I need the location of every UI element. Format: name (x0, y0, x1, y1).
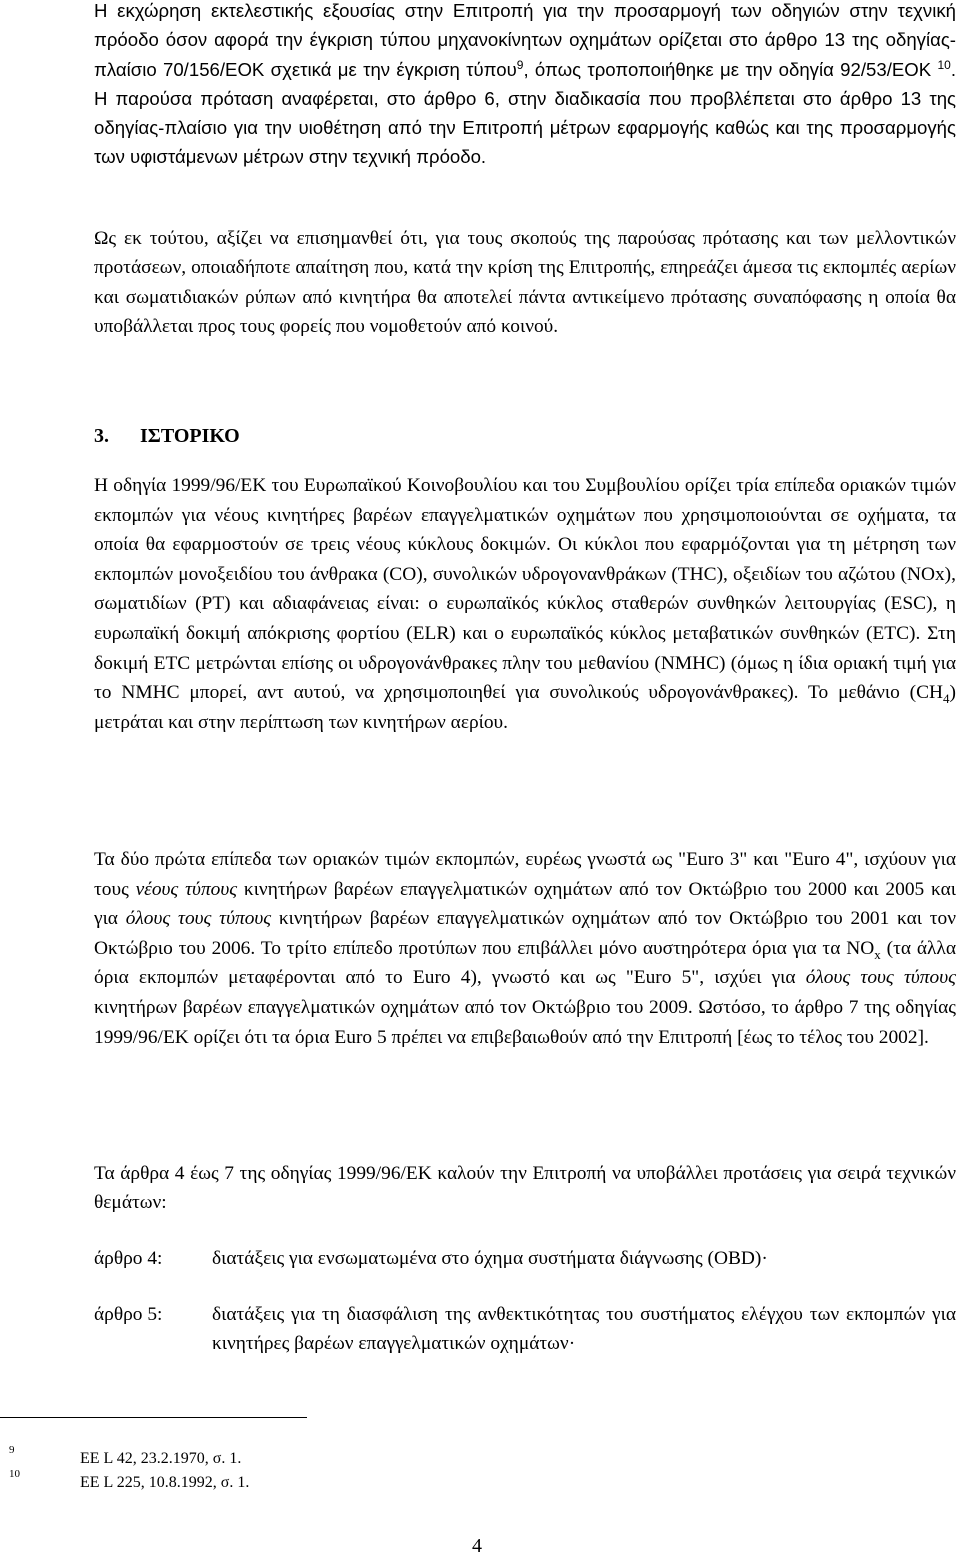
paragraph-text: κινητήρων βαρέων επαγγελματικών οχημάτων από τον Οκτώβριο του 2001 και τον Οκτώβριο του 2006. Το τρίτο επίπεδο προτύπων που επιβάλλει μόνο αυστηρότερα όρια για τα NO (94, 908, 956, 959)
footnote-divider (0, 1417, 307, 1418)
section-title: ΙΣΤΟΡΙΚΟ (140, 425, 240, 447)
section-heading: 3. ΙΣΤΟΡΙΚΟ (94, 421, 194, 451)
italic-emphasis: όλους τους τύπους (125, 908, 272, 930)
article-text: διατάξεις για ενσωματωμένα στο όχημα συστήματα διάγνωσης (OBD)· (212, 1248, 768, 1269)
paragraph-delegation (94, 0, 956, 172)
paragraph-text: κινητήρων βαρέων επαγγελματικών οχημάτων από τον Οκτώβριο του 2000 και 2005 και για (94, 878, 956, 930)
footnote-text: ΕΕ L 225, 10.8.1992, σ. 1. (80, 1474, 250, 1491)
paragraph-text: Τα δύο πρώτα επίπεδα των οριακών τιμών εκπομπών, ευρέως γνωστά ως "Euro 3" και "Euro 4", ισχύουν για τους (94, 849, 956, 900)
article-text: διατάξεις για τη διασφάλιση της ανθεκτικότητας του συστήματος ελέγχου των εκπομπών για κινητήρες βαρέων επαγγελματικών οχημάτων· (212, 1304, 956, 1355)
paragraph-text: , όπως τροποποιήθηκε με την οδηγία 92/53/ΕΟΚ (523, 58, 938, 80)
paragraph-text: Τα άρθρα 4 έως 7 της οδηγίας 1999/96/ΕΚ καλούν την Επιτροπή να υποβάλλει προτάσεις για σειρά τεχνικών θεμάτων: (94, 1163, 956, 1214)
page-number: 4 (472, 1535, 482, 1557)
paragraph-text: ) μετράται και στην περίπτωση των κινητήρων αερίου. (94, 682, 956, 733)
footnote-mark: 9 (9, 1444, 15, 1456)
article-label: άρθρο 4: (94, 1248, 163, 1269)
article-item (94, 1244, 956, 1273)
footnote-text: ΕΕ L 42, 23.2.1970, σ. 1. (80, 1450, 242, 1467)
paragraph-text: Ως εκ τούτου, αξίζει να επισημανθεί ότι, για τους σκοπούς της παρούσας πρότασης και των μελλοντικών προτάσεων, οποιαδήποτε απαίτηση που, κατά την κρίση της Επιτροπής, επηρεάζει άμεσα τις εκπομπές αερίων και σωματιδιακών ρύπων από κινητήρα θα αποτελεί πάντα αντικείμενο πρότασης συναπόφασης η οποία θα υποβάλλεται προς τους φορείς που νομοθετούν από κοινού. (94, 228, 956, 338)
footnote-mark: 10 (9, 1468, 20, 1480)
paragraph-text: . Η παρούσα πρόταση αναφέρεται, στο άρθρο 6, στην διαδικασία που προβλέπεται στο άρθρο 13 της οδηγίας-πλαίσιο για την υιοθέτηση από την Επιτροπή μέτρων εφαρμογής καθώς και της προσαρμογής των υφιστάμενων μέτρων στην τεχνική πρόοδο. (94, 58, 956, 168)
footnote-ref[interactable]: 9 (516, 57, 524, 72)
subscript: x (874, 946, 881, 962)
paragraph-text: Η εκχώρηση εκτελεστικής εξουσίας στην Επιτροπή για την προσαρμογή των οδηγιών στην τεχνική πρόοδο όσον αφορά την έγκριση τύπου μηχανοκίνητων οχημάτων ορίζεται στο άρθρο 13 της οδηγίας-πλαίσιο 70/156/ΕΟΚ σχετικά με την έγκριση τύπου (94, 0, 956, 80)
paragraph-text: κινητήρων βαρέων επαγγελματικών οχημάτων από τον Οκτώβριο του 2009. Ωστόσο, το άρθρο 7 της οδηγίας 1999/96/ΕΚ ορίζει ότι τα όρια Euro 5 πρέπει να επιβεβαιωθούν από την Επιτροπή [έως το τέλος του 2002]. (94, 996, 956, 1048)
paragraph-codecision (94, 224, 956, 342)
paragraph-text: (τα άλλα όρια εκπομπών μεταφέρονται από το Euro 4), γνωστό και ως "Euro 5", ισχύει για (94, 937, 956, 989)
subscript: 4 (943, 691, 950, 707)
paragraph-directive-history (94, 471, 956, 737)
article-item (94, 1300, 956, 1359)
paragraph-articles-intro (94, 1159, 956, 1218)
article-label: άρθρο 5: (94, 1304, 163, 1325)
italic-emphasis: νέους τύπους (135, 878, 238, 900)
italic-emphasis: όλους τους τύπους (805, 967, 956, 989)
paragraph-text: Η οδηγία 1999/96/ΕΚ του Ευρωπαϊκού Κοινοβουλίου και του Συμβουλίου ορίζει τρία επίπεδα οριακών τιμών εκπομπών για νέους κινητήρες βαρέων επαγγελματικών οχημάτων που χρησιμοποιούνται σε οχήματα, τα οποία θα εφαρμοστούν σε τρεις νέους κύκλους δοκιμών. Οι κύκλοι που εφαρμόζονται για τη μέτρηση των εκπομπών μονοξειδίου του άνθρακα (CO), συνολικών υδρογονανθράκων (THC), οξειδίων του αζώτου (NOx), σωματιδίων (PT) και αδιαφάνειας είναι: ο ευρωπαϊκός κύκλος σταθερών συνθηκών λειτουργίας (ESC), η ευρωπαϊκή δοκιμή απόκρισης φορτίου (ELR) και ο ευρωπαϊκός κύκλος μεταβατικών συνθηκών (ETC). Στη δοκιμή ETC μετρώνται επίσης οι υδρογονάνθρακες πλην του μεθανίου (NMHC) (όμως η ίδια οριακή τιμή για το NMHC μπορεί, αντ αυτού, να χρησιμοποιηθεί για συνολικούς υδρογονάνθρακες). Το μεθάνιο (CH (94, 475, 956, 704)
footnote-ref[interactable]: 10 (937, 57, 951, 72)
paragraph-euro-levels (94, 845, 956, 1052)
